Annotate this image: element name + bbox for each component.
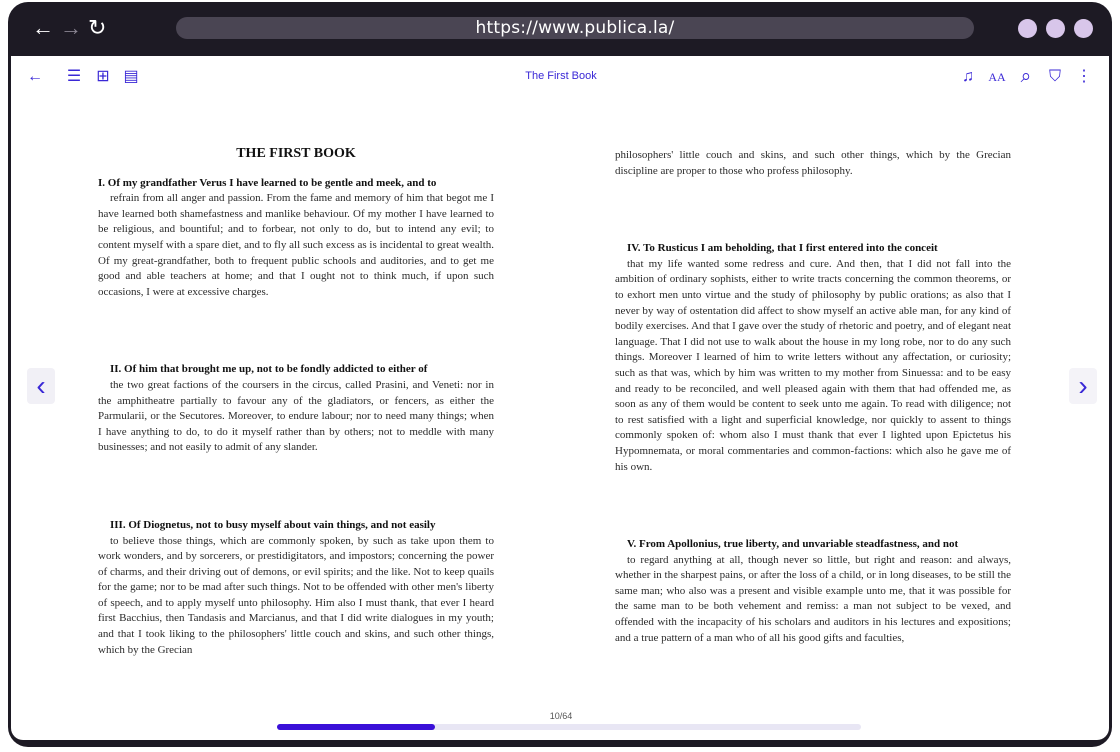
spacer [615,179,1011,241]
font-size-icon[interactable]: AA [988,70,1006,84]
section-4 [615,241,1011,475]
address-bar[interactable]: https://www.publica.la/ [176,17,974,39]
more-options-icon[interactable]: ⋮ [1076,68,1092,85]
book-title: The First Book [525,70,597,82]
left-page [98,142,494,658]
section-heading: V. From Apollonius, true liberty, and unvariable steadfastness, and not [627,538,959,551]
section-heading: I. Of my grandfather Verus I have learned to be gentle and meek, and to [98,176,437,189]
section-heading: III. Of Diognetus, not to busy myself about vain things, and not easily [110,518,436,531]
page-counter: 10/64 [549,711,573,721]
chapter-title: THE FIRST BOOK [236,146,356,161]
right-page [615,148,1011,646]
continuation-text: philosophers' little couch and skins, and such other things, which by the Grecian discipline are proper to those who profess philosophy. [615,149,1011,177]
section-3 [98,518,494,658]
spacer [98,456,494,518]
browser-forward-button[interactable]: → [60,15,82,40]
browser-back-button[interactable]: ← [32,15,54,40]
window-dot-2[interactable] [1046,19,1065,38]
reader-screen [11,56,1109,740]
headphones-icon[interactable]: ♫ [962,68,974,85]
section-body: to believe those things, which are commonly spoken, by such as take upon them to work wonders, and by sorcerers, or prestidigitators, and impostors; concerning the power of charms, and their driving out of demons, or evil spirits; and the like. Not to keep quails for the game; nor to be mad after such things. Not to be offended with other men's liberty of speech, and to apply myself unto philosophy. Him also I must thank, that ever I heard first Bacchius, then Tandasis and Marcianus, and that I did write dialogues in my youth; and that I took liking to the philosophers' little couch and skins, and such other things, which by the Grecian [98,534,494,656]
table-of-contents-icon[interactable]: ☰ [66,68,82,85]
section-heading: II. Of him that brought me up, not to be fondly addicted to either of [110,363,428,376]
reader-toolbar [11,56,1109,98]
back-arrow-icon[interactable]: ← [27,68,43,85]
browser-reload-button[interactable]: ↻ [88,15,107,40]
browser-chrome [8,2,1112,56]
notes-icon[interactable]: ▤ [123,68,139,85]
section-body: refrain from all anger and passion. From the fame and memory of him that begot me I have learned both shamefastness and manlike behaviour. Of my mother I have learned to be religious, and bountiful; and to forbear, not only to do, but to intend any evil; to content myself with a spare diet, and to fly all such excess as is incidental to great wealth. Of my great-grandfather, both to frequent public schools and auditories, and to get me good and able teachers at home; and that I ought not to think much, if upon such occasions, I were at excessive charges. [98,192,494,298]
reading-progress-bar[interactable] [277,724,861,730]
section-2 [98,362,494,456]
section-body: that my life wanted some redress and cure. And then, that I did not fall into the ambition of ordinary sophists, either to write tracts concerning the common theorems, or to exhort men unto virtue and the study of philosophy by public orations; as also that I never by way of ostentation did affect to show myself an active able man, for any kind of bodily exercises. And that I gave over the study of rhetoric and poetry, and of elegant neat language. That I did not use to walk about the house in my long robe, nor to do any such things. Moreover I learned of him to write letters without any affectation, or curiosity; such as that was, which by him was written to my mother from Sinuessa: and to be easy and ready to be reconciled, and well pleased again with them that had offended me, as soon as any of them would be content to seek unto me again. To read with diligence; not to rest satisfied with a light and superficial knowledge, nor quickly to assent to things commonly spoken of: whom also I must thank that ever I lighted upon Epictetus his Hypomnemata, or moral commentaries and common-factions: which also he gave me of his own. [615,257,1011,473]
section-body: to regard anything at all, though never so little, but right and reason: and always, whether in the sharpest pains, or after the loss of a child, or in long diseases, to be still the same man; who also was a present and visible example unto me, that it was possible for the same man to be both vehement and remiss: a man not subject to be vexed, and offended with the incapacity of his scholars and auditors in his lectures and expositions; and a true pattern of a man who of all his good gifts and faculties, [615,553,1011,644]
spacer [615,475,1011,537]
spacer [98,300,494,362]
section-5 [615,537,1011,646]
window-dot-1[interactable] [1018,19,1037,38]
browser-frame [8,2,1112,747]
previous-page-button[interactable]: ‹ [27,368,55,404]
reading-progress-fill [277,724,435,730]
next-page-button[interactable]: › [1069,368,1097,404]
bookmark-icon[interactable]: ⛉ [1048,68,1061,85]
search-icon[interactable]: ⌕ [1020,66,1032,87]
section-1 [98,176,494,301]
window-dot-3[interactable] [1074,19,1093,38]
section-body: the two great factions of the coursers in the circus, called Prasini, and Veneti: nor in the amphitheatre partially to favour any of the gladiators, or fencers, as either the Parmularii, or the Secutores. Moreover, to endure labour; nor to need many things; when I have anything to do, to do it myself rather than by others; not to meddle with many businesses; and not easily to admit of any slander. [98,378,494,454]
section-heading: IV. To Rusticus I am beholding, that I first entered into the conceit [627,242,938,255]
grid-view-icon[interactable]: ⊞ [96,68,110,85]
